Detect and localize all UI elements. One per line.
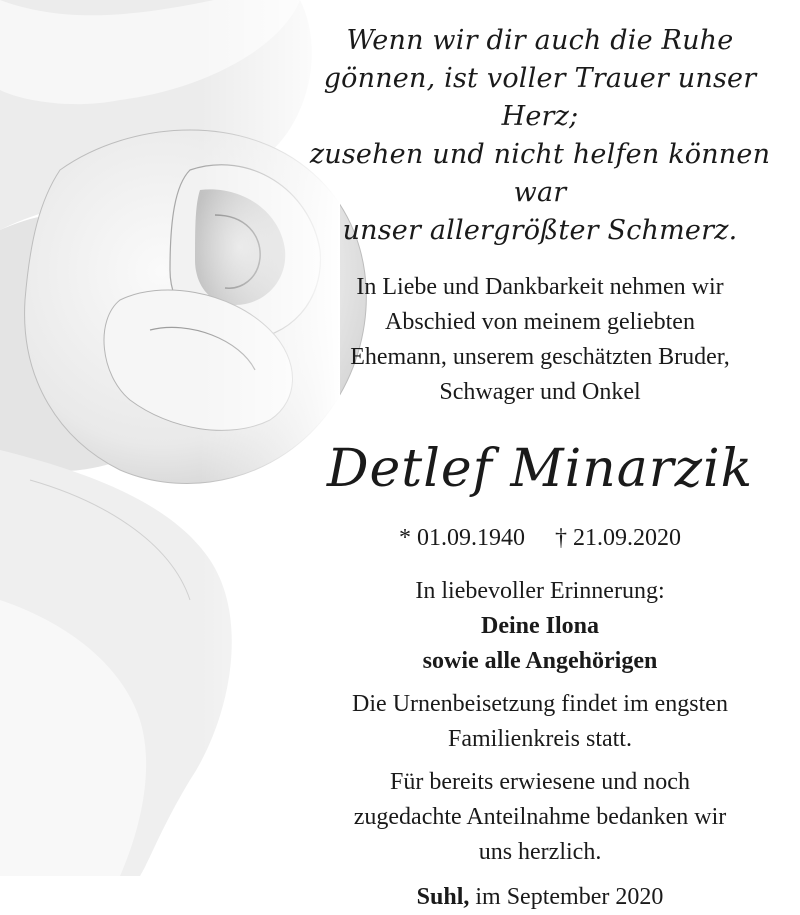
intro-line: In Liebe und Dankbarkeit nehmen wir (356, 274, 724, 300)
poem (300, 22, 780, 250)
urn-line: Familienkreis statt. (448, 726, 632, 752)
signer-line: Deine Ilona (480, 613, 599, 639)
poem-line: gönnen, ist voller Trauer unser Herz; (323, 63, 757, 132)
memory-line: In liebevoller Erinnerung: (415, 578, 665, 604)
urn-line: Die Urnenbeisetzung findet im engsten (352, 691, 728, 717)
thanks-paragraph (300, 765, 780, 870)
memory-paragraph (300, 574, 780, 679)
urn-notice (300, 687, 780, 757)
intro-line: Abschied von meinem geliebten (385, 309, 695, 335)
life-dates (300, 522, 780, 554)
thanks-line: zugedachte Anteilnahme bedanken wir (353, 804, 727, 830)
thanks-line: Für bereits erwiesene und noch (390, 769, 690, 795)
intro-line: Ehemann, unserem geschätzten Bruder, (350, 344, 730, 370)
closing-line (300, 880, 780, 915)
thanks-line: uns herzlich. (478, 839, 602, 865)
closing-date: im September 2020 (469, 884, 664, 910)
place-name: Suhl, (416, 884, 470, 910)
obituary-text (300, 22, 780, 915)
intro-paragraph (300, 270, 780, 410)
poem-line: Wenn wir dir auch die Ruhe (346, 25, 734, 56)
poem-line: zusehen und nicht helfen können war (309, 139, 771, 208)
birth-date: * 01.09.1940 (399, 525, 525, 551)
signer-line: sowie alle Angehörigen (422, 648, 658, 674)
poem-line: unser allergrößter Schmerz. (342, 215, 738, 246)
intro-line: Schwager und Onkel (439, 379, 641, 405)
death-date: † 21.09.2020 (555, 525, 681, 551)
deceased-name: Detlef Minarzik (326, 439, 754, 499)
